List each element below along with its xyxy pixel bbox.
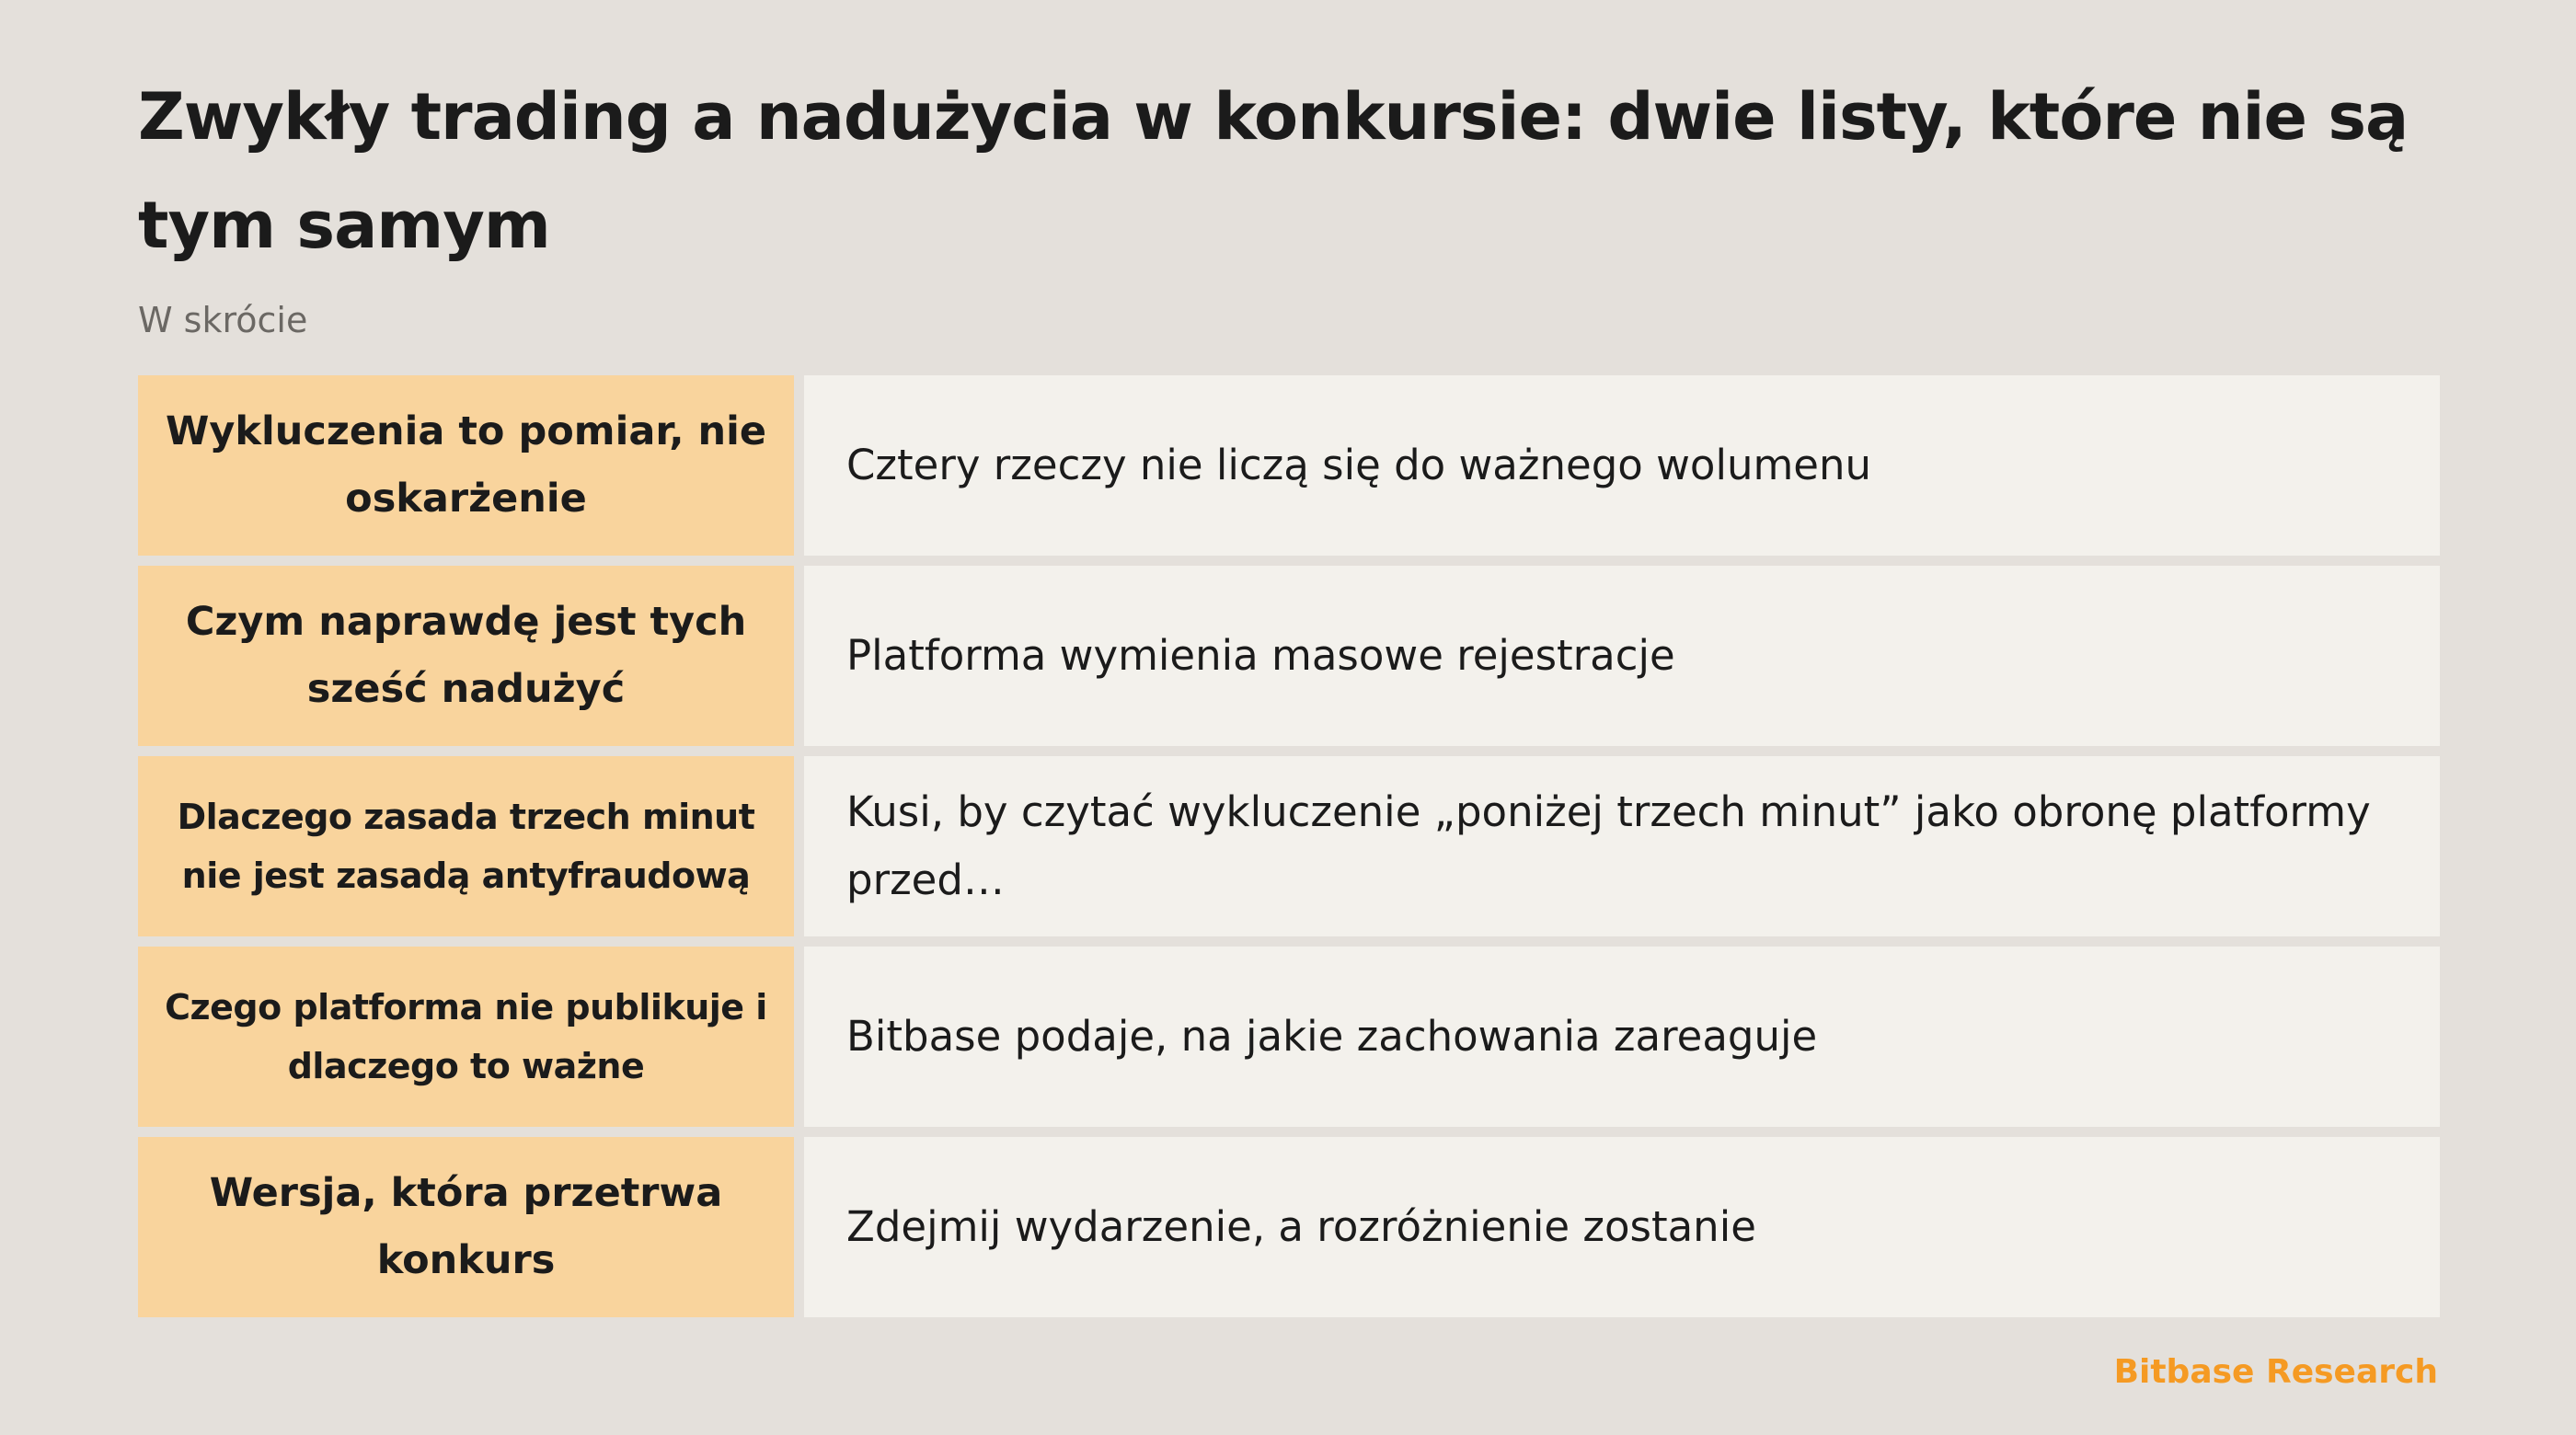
header [138,63,2440,342]
row-heading: Wykluczenia to pomiar, nie oskarżenie [138,375,794,556]
table-row [138,756,2440,936]
table-row [138,947,2440,1127]
row-summary: Platforma wymienia masowe rejestracje [804,566,2440,746]
row-summary: Bitbase podaje, na jakie zachowania zareaguje [804,947,2440,1127]
row-heading: Dlaczego zasada trzech minut nie jest zasadą antyfraudową [138,756,794,936]
row-summary: Zdejmij wydarzenie, a rozróżnienie zostanie [804,1137,2440,1317]
row-summary: Kusi, by czytać wykluczenie „poniżej trzech minut” jako obronę platformy przed… [804,756,2440,936]
row-heading: Czym naprawdę jest tych sześć nadużyć [138,566,794,746]
page-subtitle: W skrócie [138,300,308,340]
row-heading: Wersja, która przetrwa konkurs [138,1137,794,1317]
row-summary: Cztery rzeczy nie liczą się do ważnego wolumenu [804,375,2440,556]
row-heading: Czego platforma nie publikuje i dlaczego to ważne [138,947,794,1127]
table-row [138,1137,2440,1317]
table-row [138,566,2440,746]
brand-label: Bitbase Research [2113,1353,2438,1391]
page-title: Zwykły trading a nadużycia w konkursie: dwie listy, które nie są tym samym [138,79,2409,263]
table-row [138,375,2440,556]
summary-table [138,375,2440,1327]
